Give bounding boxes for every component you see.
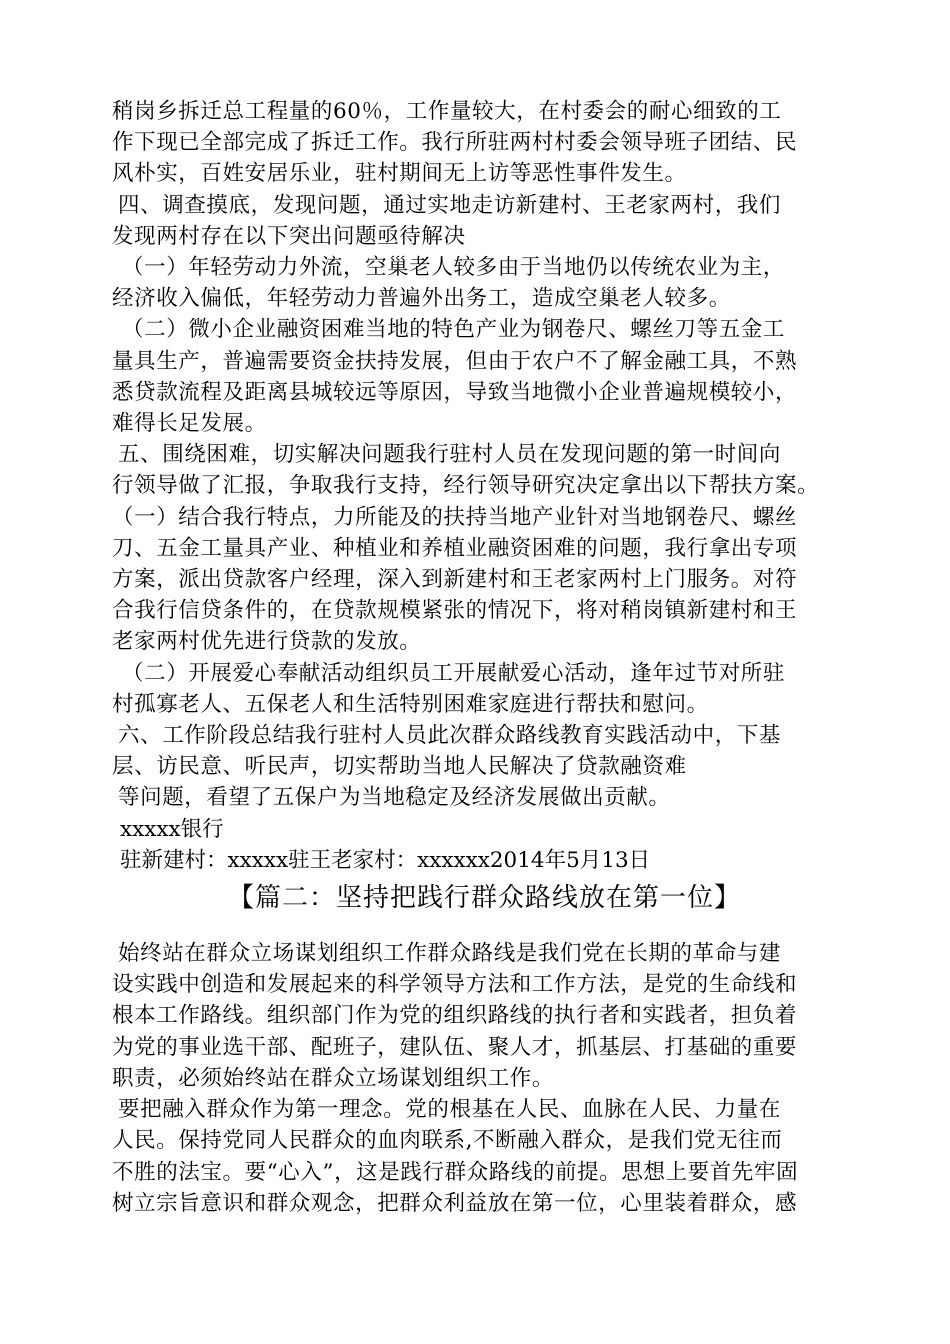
text-line: 作下现已全部完成了拆迁工作。我行所驻两村村委会领导班子团结、民 [112,130,798,156]
text-line: 村孤寡老人、五保老人和生活特别困难家庭进行帮扶和慰问。 [112,691,709,717]
text-line: 要把融入群众作为第一理念。党的根基在人民、血脉在人民、力量在 [118,1097,782,1123]
text-line: 刀、五金工量具产业、种植业和养植业融资困难的问题，我行拿出专项 [112,535,798,561]
text-line: 风朴实，百姓安居乐业，驻村期间无上访等恶性事件发生。 [112,161,687,187]
text-line: 悉贷款流程及距离县城较远等原因，导致当地微小企业普遍规模较小， [112,379,798,405]
paragraph-demolition [112,96,857,190]
text-line: 职责，必须始终站在群众立场谋划组织工作。 [112,1065,555,1091]
paragraph-mass-line [112,938,857,1094]
signature-detail: 驻新建村：xxxxx驻王老家村：xxxxxx2014年5月13日 [120,847,651,873]
text-line: 方案，派出贷款客户经理，深入到新建村和王老家两村上门服务。对符 [112,567,798,593]
text-line: 六、工作阶段总结我行驻村人员此次群众路线教育实践活动中，下基 [118,723,782,749]
text-line: 四、调查摸底，发现问题，通过实地走访新建村、王老家两村，我们 [118,192,782,218]
text-line: （二）微小企业融资困难当地的特色产业为钢卷尺、螺丝刀等五金工 [122,317,786,343]
paragraph-section-six [112,720,857,782]
paragraph-conclusion [112,782,857,813]
paragraph-issue-two [112,314,857,439]
paragraph-issue-one [112,252,857,314]
text-line: 老家两村优先进行贷款的发放。 [112,629,422,655]
text-line: 人民。保持党同人民群众的血肉联系,不断融入群众，是我们党无往而 [112,1128,783,1154]
text-line: （一）结合我行特点，力所能及的扶持当地产业针对当地钢卷尺、螺丝 [112,504,798,530]
text-line: 经济收入偏低，年轻劳动力普遍外出务工，造成空巢老人较多。 [112,286,731,312]
text-line: （二）开展爱心奉献活动组织员工开展献爱心活动，逢年过节对所驻 [122,660,786,686]
signature-bank: xxxxx银行 [120,816,224,842]
paragraph-section-five [112,439,857,501]
text-line: 发现两村存在以下突出问题亟待解决 [112,223,466,249]
text-line: 量具生产，普遍需要资金扶持发展，但由于农户不了解金融工具，不熟 [112,348,798,374]
text-line: 树立宗旨意识和群众观念，把群众利益放在第一位，心里装着群众，感 [112,1190,798,1216]
text-line: 层、访民意、听民声，切实帮助当地人民解决了贷款融资难 [112,754,687,780]
section-title: 【篇二：坚持把践行群众路线放在第一位】 [227,883,741,914]
text-line: 始终站在群众立场谋划组织工作群众路线是我们党在长期的革命与建 [118,941,782,967]
paragraph-measure-two [112,658,857,720]
text-line: 等问题，看望了五保户为当地稳定及经济发展做出贡献。 [118,785,671,811]
text-line: 五、围绕困难，切实解决问题我行驻村人员在发现问题的第一时间向 [118,442,782,468]
text-line: （一）年轻劳动力外流，空巢老人较多由于当地仍以传统农业为主， [122,255,786,281]
text-line: 根本工作路线。组织部门作为党的组织路线的执行者和实践者，担负着 [112,1003,798,1029]
text-line: 稍岗乡拆迁总工程量的60％，工作量较大，在村委会的耐心细致的工 [112,99,782,124]
text-line: 难得长足发展。 [112,411,267,437]
text-line: 行领导做了汇报，争取我行支持，经行领导研究决定拿出以下帮扶方案。 [112,473,820,499]
document-page [112,96,857,1219]
paragraph-measure-one [112,502,857,658]
text-line: 合我行信贷条件的，在贷款规模紧张的情况下，将对稍岗镇新建村和王 [112,598,798,624]
text-line: 不胜的法宝。要“心入”，这是践行群众路线的前提。思想上要首先牢固 [112,1159,799,1185]
text-line: 设实践中创造和发展起来的科学领导方法和工作方法，是党的生命线和 [112,972,798,998]
paragraph-section-four [112,190,857,252]
paragraph-integrate-masses [112,1094,857,1219]
text-line: 为党的事业选干部、配班子，建队伍、聚人才，抓基层、打基础的重要 [112,1034,798,1060]
